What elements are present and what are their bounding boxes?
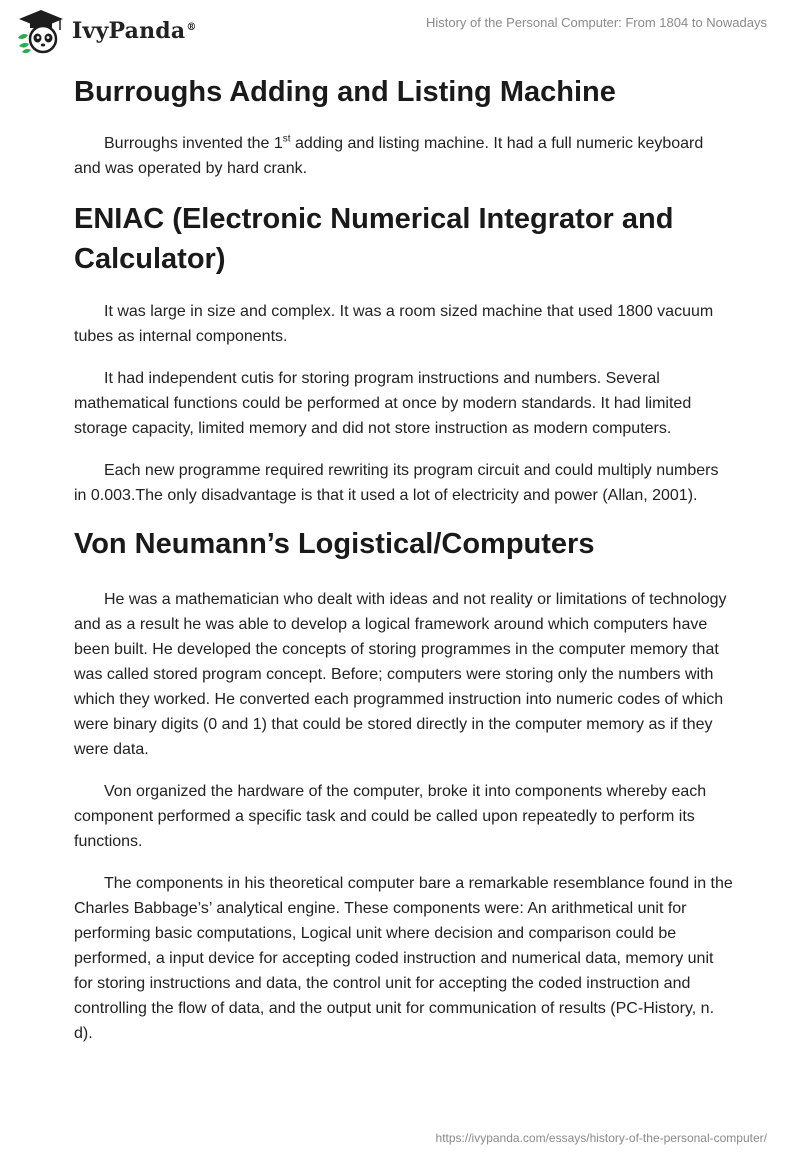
paragraph-eniac-3: Each new programme required rewriting its program circuit and could multiply numbers in 0.003.The only disadvantage is that it used a lot of electricity and power (Allan, 2001). [74,462,719,504]
ivypanda-logo[interactable] [16,8,197,54]
page-header [0,0,800,70]
paragraph-burroughs: Burroughs invented the 1st adding and listing machine. It had a full numeric keyboard and was operated by hard crank. [74,133,704,177]
heading-eniac: ENIAC (Electronic Numerical Integrator and Calculator) [74,203,674,275]
heading-neumann: Von Neumann’s Logistical/Computers [74,528,595,560]
panda-mascot-icon [16,8,66,54]
ordinal-suffix: st [282,133,291,145]
paragraph-neumann-2: Von organized the hardware of the computer, broke it into components whereby each component performed a specific task and could be called upon repeatedly to perform its functions. [74,783,707,850]
registered-mark: ® [186,21,197,33]
heading-burroughs: Burroughs Adding and Listing Machine [74,76,616,108]
paragraph-eniac-2: It had independent cutis for storing program instructions and numbers. Several mathematical functions could be performed at once by modern standards. It had limited storage capacity, limited memory and did not store instruction as modern computers. [74,370,692,437]
essay-content [74,70,734,1046]
paragraph-eniac-1: It was large in size and complex. It was a room sized machine that used 1800 vacuum tubes as internal components. [74,303,714,345]
source-url[interactable]: https://ivypanda.com/essays/history-of-the-personal-computer/ [435,1131,767,1145]
logo-wordmark: IvyPanda® [72,18,197,44]
paragraph-neumann-1: He was a mathematician who dealt with ideas and not reality or limitations of technology and as a result he was able to develop a logical framework around which computers have been built. He developed the concepts of storing programmes in the computer memory that was called stored program concept. Before; computers were storing only the numbers with which they worked. He converted each programmed instruction into numeric codes of which were binary digits (0 and 1) that could be stored directly in the computer memory as if they were data. [74,591,727,758]
document-title: History of the Personal Computer: From 1804 to Nowadays [425,15,767,30]
paragraph-neumann-3: The components in his theoretical computer bare a remarkable resemblance found in the Charles Babbage’s’ analytical engine. These components were: An arithmetical unit for performing basic computations, Logical unit where decision and comparison could be performed, a input device for accepting coded instruction and numerical data, memory unit for storing instructions and data, the control unit for accepting the coded instruction and controlling the flow of data, and the output unit for communication of results (PC-History, n. d). [74,875,733,1042]
